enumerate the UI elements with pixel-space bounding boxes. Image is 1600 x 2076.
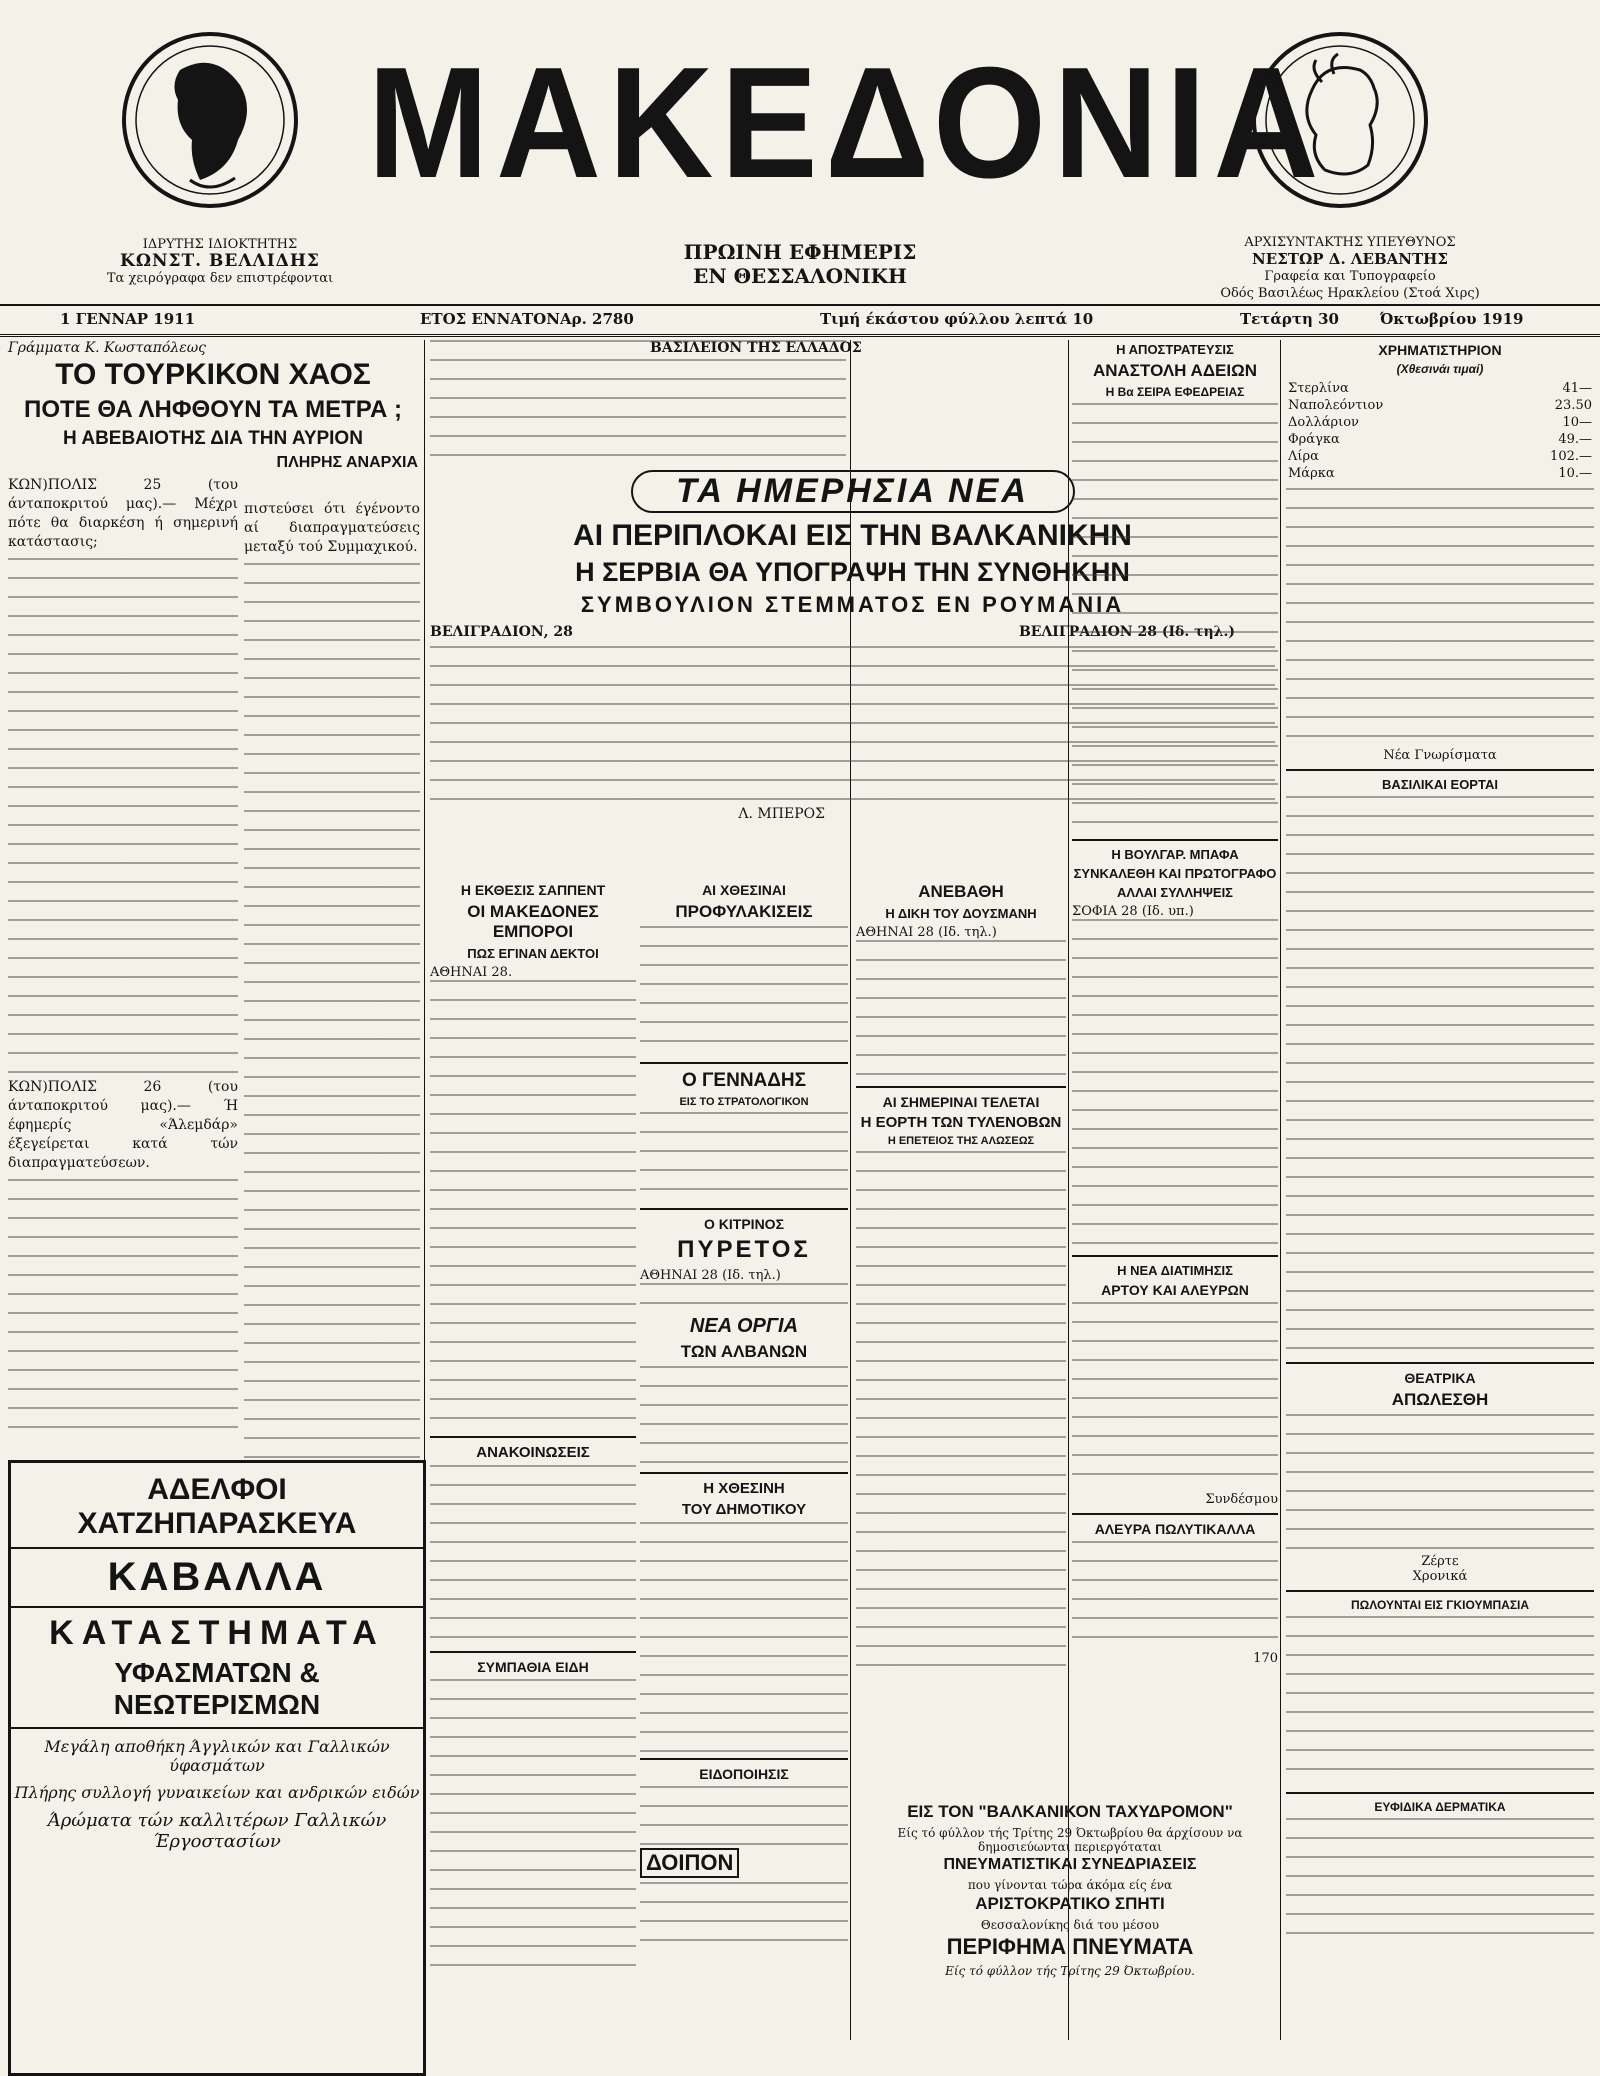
center-subhead-2: ΣΥΜΒΟΥΛΙΟΝ ΣΤΕΜΜΑΤΟΣ ΕΝ ΡΟΥΜΑΝΙΑ xyxy=(580,592,1125,617)
article-text: ΚΩΝ)ΠΟΛΙΣ 25 (του άνταποκριτού μας).— Μέχρι πότε θα διαρκέση ή σημερινή κατάστασις; xyxy=(8,477,238,550)
text-block xyxy=(640,1283,848,1313)
article-10-head: ΔΟΙΠΟΝ xyxy=(640,1848,739,1878)
director-name: ΝΕΣΤΩΡ Δ. ΛΕΒΑΝΤΗΣ xyxy=(1252,250,1448,268)
currency-value: 41— xyxy=(1562,381,1592,396)
ad-line-5: Μεγάλη αποθήκη Άγγλικών και Γαλλικών ύφασμάτων xyxy=(44,1737,390,1775)
article-14-date: ΣΟΦΙΑ 28 (Ιδ. υπ.) xyxy=(1072,904,1194,919)
article-13-title: ΑΝΑΣΤΟΛΗ ΑΔΕΙΩΝ xyxy=(1092,361,1258,380)
column-2 xyxy=(244,500,420,1450)
article-15-title: ΑΡΤΟΥ ΚΑΙ ΑΛΕΥΡΩΝ xyxy=(1101,1282,1249,1298)
center-head xyxy=(470,240,1130,288)
exchange-row xyxy=(1286,397,1594,414)
right-item-1: Ζέρτε xyxy=(1421,1554,1459,1569)
director-label: ΑΡΧΙΣΥΝΤΑΚΤΗΣ ΥΠΕΥΘΥΝΟΣ xyxy=(1244,235,1456,250)
article-16-date: Συνδέσμου xyxy=(1205,1492,1278,1507)
text-block xyxy=(1072,1302,1278,1492)
article-15-head: Η ΝΕΑ ΔΙΑΤΙΜΗΣΙΣ xyxy=(1117,1263,1233,1278)
text-block xyxy=(244,563,420,1463)
founder-block xyxy=(40,236,400,287)
dateline-date: Όκτωβρίου 1919 xyxy=(1380,310,1524,328)
article-13-sub: Η Βα ΣΕΙΡΑ ΕΦΕΔΡΕΙΑΣ xyxy=(1105,385,1245,399)
ad-line-3: ΚΑΤΑΣΤΗΜΑΤΑ xyxy=(49,1614,385,1652)
article-1-title: ΟΙ ΜΑΚΕΔΟΝΕΣ ΕΜΠΟΡΟΙ xyxy=(467,902,599,941)
column-center-b xyxy=(640,880,848,2070)
text-block xyxy=(640,1112,848,1202)
section-banner: ΤΑ ΗΜΕΡΗΣΙΑ ΝΕΑ xyxy=(631,470,1075,513)
ad-line-1: ΑΔΕΛΦΟΙ ΧΑΤΖΗΠΑΡΑΣΚΕΥΑ xyxy=(77,1473,357,1540)
article-12-sub: Η ΕΠΕΤΕΙΟΣ ΤΗΣ ΑΛΩΣΕΩΣ xyxy=(887,1135,1035,1147)
currency-name: Λίρα xyxy=(1288,449,1319,464)
ad-line-4: ΥΦΑΣΜΑΤΩΝ & ΝΕΩΤΕΡΙΣΜΩΝ xyxy=(113,1657,321,1720)
center-headline: ΑΙ ΠΕΡΙΠΛΟΚΑΙ ΕΙΣ ΤΗΝ ΒΑΛΚΑΝΙΚΗΝ xyxy=(573,519,1132,552)
article-6-head: ΑΝΑΚΟΙΝΩΣΕΙΣ xyxy=(476,1444,590,1461)
text-block xyxy=(430,980,636,1430)
center-line-1: ΠΡΩΙΝΗ ΕΦΗΜΕΡΙΣ xyxy=(683,240,917,264)
lead-headline: ΤΟ ΤΟΥΡΚΙΚΟΝ ΧΑΟΣ xyxy=(55,358,371,391)
article-4-date: ΑΘΗΝΑΙ 28 (Ιδ. τηλ.) xyxy=(640,1268,781,1283)
banner-line-4: που γίνονται τώρα άκόμα είς ένα xyxy=(967,1878,1173,1892)
text-block xyxy=(1286,1414,1594,1554)
dateline xyxy=(0,304,1600,337)
currency-value: 49.— xyxy=(1558,432,1592,447)
divider xyxy=(430,1436,636,1438)
currency-name: Στερλίνα xyxy=(1288,381,1349,396)
exchange-row xyxy=(1286,431,1594,448)
divider xyxy=(11,1547,423,1549)
divider xyxy=(1286,769,1594,771)
divider xyxy=(1286,1590,1594,1592)
newspaper-title: ΜΑΚΕΔΟΝΙΑ xyxy=(367,35,1326,211)
text-block xyxy=(1286,1818,1594,1938)
exchange-row xyxy=(1286,448,1594,465)
article-14-sub: ΑΛΛΑΙ ΣΥΛΛΗΨΕΙΣ xyxy=(1117,885,1233,900)
article-16-head: ΑΛΕΥΡΑ ΠΩΛΥΤΙΚΑΛΛΑ xyxy=(1094,1521,1256,1537)
center-top-item xyxy=(650,340,1070,470)
article-11-sub: Η ΔΙΚΗ ΤΟΥ ΔΟΥΣΜΑΝΗ xyxy=(885,906,1037,921)
philip-coin-icon xyxy=(120,30,300,210)
text-block xyxy=(856,1151,1066,1671)
article-2-title: ΠΡΟΦΥΛΑΚΙΣΕΙΣ xyxy=(675,902,813,921)
article-7-head: Η ΧΘΕΣΙΝΗ xyxy=(703,1480,785,1497)
exchange-table xyxy=(1286,380,1594,482)
text-block xyxy=(640,1786,848,1846)
article-3-sub: ΕΙΣ ΤΟ ΣΤΡΑΤΟΛΟΓΙΚΟΝ xyxy=(679,1096,809,1108)
exchange-row xyxy=(1286,380,1594,397)
center-subhead-1: Η ΣΕΡΒΙΑ ΘΑ ΥΠΟΓΡΑΨΗ ΤΗΝ ΣΥΝΘΗΚΗΝ xyxy=(575,557,1130,587)
byline: Γράμματα Κ. Κωσταπόλεως xyxy=(8,340,206,356)
divider xyxy=(1072,1513,1278,1515)
lead-subhead-1: ΠΟΤΕ ΘΑ ΛΗΦΘΟΥΝ ΤΑ ΜΕΤΡΑ ; xyxy=(24,396,402,423)
article-5-title: ΤΩΝ ΑΛΒΑΝΩΝ xyxy=(680,1342,808,1361)
right-item-2: Χρονικά xyxy=(1412,1569,1468,1584)
banner-line-1: ΕΙΣ ΤΟΝ "ΒΑΛΚΑΝΙΚΟΝ ΤΑΧΥΔΡΟΜΟΝ" xyxy=(907,1802,1233,1821)
dateline-belgrade-2: ΒΕΛΙΓΡΑΔΙΟΝ 28 (Ιδ. τηλ.) xyxy=(1018,624,1235,640)
currency-value: 23.50 xyxy=(1554,398,1592,413)
currency-value: 102.— xyxy=(1550,449,1592,464)
article-text: πιστεύσει ότι έγένοντο αί διαπραγματεύσεις μεταξύ τού Συμμαχικού. xyxy=(244,501,420,555)
lost-head: ΑΠΩΛΕΣΘΗ xyxy=(1391,1390,1489,1409)
center-line-2: ΕΝ ΘΕΣΣΑΛΟΝΙΚΗ xyxy=(693,264,907,288)
dateline-issue: Αρ. 2780 xyxy=(560,310,634,328)
article-1-sub: ΠΩΣ ΕΓΙΝΑΝ ΔΕΚΤΟΙ xyxy=(467,946,599,961)
ad-line-7: Άρώματα τών καλλιτέρων Γαλλικών Έργοστασίων xyxy=(47,1810,387,1852)
article-1-head: Η ΕΚΘΕΣΙΣ ΣΑΠΠΕΝΤ xyxy=(460,882,606,898)
text-block xyxy=(1286,796,1594,1356)
founder-label: ΙΔΡΥΤΗΣ ΙΔΙΟΚΤΗΤΗΣ xyxy=(142,237,298,252)
column-right xyxy=(1286,340,1594,2060)
column-rule xyxy=(1280,340,1281,2040)
divider xyxy=(430,1651,636,1653)
article-9-head: ΕΙΔΟΠΟΙΗΣΙΣ xyxy=(699,1766,789,1782)
signature: Λ. ΜΠΕΡΟΣ xyxy=(738,806,825,822)
article-7-title: ΤΟΥ ΔΗΜΟΤΙΚΟΥ xyxy=(681,1501,807,1518)
item-count: 170 xyxy=(1253,1651,1278,1666)
banner-line-2: Είς τό φύλλον τής Τρίτης 29 Όκτωβρίου θα άρχίσουν να δημοσιεύωνται περιεργόταται xyxy=(897,1826,1243,1854)
text-block xyxy=(8,558,238,1078)
divider xyxy=(1072,839,1278,841)
column-center-a xyxy=(430,880,636,2070)
founder-name: ΚΩΝΣΤ. ΒΕΛΛΙΔΗΣ xyxy=(120,251,320,271)
article-4-title: ΠΥΡΕΤΟΣ xyxy=(677,1236,811,1263)
divider xyxy=(11,1606,423,1608)
article-4-head: Ο ΚΙΤΡΙΝΟΣ xyxy=(704,1216,784,1232)
exchange-row xyxy=(1286,465,1594,482)
article-12-head: ΑΙ ΣΗΜΕΡΙΝΑΙ ΤΕΛΕΤΑΙ xyxy=(882,1094,1040,1110)
divider xyxy=(1286,1792,1594,1794)
director-note-1: Γραφεία και Τυπογραφείο xyxy=(1264,269,1436,284)
theatre-head: ΘΕΑΤΡΙΚΑ xyxy=(1404,1370,1476,1386)
divider xyxy=(640,1062,848,1064)
text-block xyxy=(640,1882,848,1942)
article-8-head: ΣΥΜΠΑΘΙΑ ΕΙΔΗ xyxy=(477,1659,589,1675)
text-block xyxy=(430,1465,636,1645)
director-note-2: Οδός Βασιλέως Ηρακλείου (Στοά Χιρς) xyxy=(1220,286,1480,301)
masthead xyxy=(0,0,1600,330)
column-4 xyxy=(1072,340,1278,1790)
article-12-title: Η ΕΟΡΤΗ ΤΩΝ ΤΥΛΕΝΟΒΩΝ xyxy=(860,1114,1062,1131)
dateline-belgrade-1: ΒΕΛΙΓΡΑΔΙΟΝ, 28 xyxy=(430,624,573,640)
banner-line-7: ΠΕΡΙΦΗΜΑ ΠΝΕΥΜΑΤΑ xyxy=(946,1934,1194,1959)
article-14-title: ΣΥΝΚΑΛΕΘΗ ΚΑΙ ΠΡΩΤΟΓΡΑΦΟ xyxy=(1073,866,1277,881)
market-sub: (Χθεσινάι τιμαί) xyxy=(1396,362,1484,376)
advertisement-box xyxy=(8,1460,426,2076)
article-14-head: Η ΒΟΥΛΓΑΡ. ΜΠΑΦΑ xyxy=(1111,847,1239,862)
sale-head: ΠΩΛΟΥΝΤΑΙ ΕΙΣ ΓΚΙΟΥΜΠΑΣΙΑ xyxy=(1350,1598,1530,1612)
text-block xyxy=(8,1179,238,1439)
lead-subhead-3: ΠΛΗΡΗΣ ΑΝΑΡΧΙΑ xyxy=(276,454,418,471)
currency-name: Φράγκα xyxy=(1288,432,1340,447)
article-5-head: ΝΕΑ ΟΡΓΙΑ xyxy=(689,1315,799,1337)
dateline-left: 1 ΓΕΝΝΑΡ 1911 xyxy=(60,310,196,328)
divider xyxy=(11,1727,423,1729)
currency-name: Μάρκα xyxy=(1288,466,1335,481)
column-center-c xyxy=(856,880,1066,1780)
currency-name: Ναπολεόντιον xyxy=(1288,398,1384,413)
article-11-date: ΑΘΗΝΑΙ 28 (Ιδ. τηλ.) xyxy=(856,925,997,940)
exchange-row xyxy=(1286,414,1594,431)
text-block xyxy=(640,1522,848,1752)
balkan-banner xyxy=(860,1800,1280,2060)
banner-line-3: ΠΝΕΥΜΑΤΙΣΤΙΚΑΙ ΣΥΝΕΔΡΙΑΣΕΙΣ xyxy=(943,1856,1197,1873)
currency-name: Δολλάριον xyxy=(1288,415,1359,430)
kingdom-notice: ΒΑΣΙΛΕΙΟΝ ΤΗΣ ΕΛΛΑΔΟΣ xyxy=(650,340,862,356)
text-block xyxy=(430,1679,636,1979)
market-head: ΧΡΗΜΑΤΙΣΤΗΡΙΟΝ xyxy=(1378,342,1502,358)
divider xyxy=(640,1208,848,1210)
banner-line-6: Θεσσαλονίκης διά του μέσου xyxy=(980,1918,1160,1932)
lead-subhead-2: Η ΑΒΕΒΑΙΟΤΗΣ ΔΙΑ ΤΗΝ ΑΥΡΙΟΝ xyxy=(63,428,363,449)
text-block xyxy=(1286,488,1594,748)
founder-note: Τα χειρόγραφα δεν επιστρέφονται xyxy=(106,271,334,286)
banner-line-5: ΑΡΙΣΤΟΚΡΑΤΙΚΟ ΣΠΗΤΙ xyxy=(975,1894,1165,1913)
text-block xyxy=(856,940,1066,1080)
divider xyxy=(856,1086,1066,1088)
currency-value: 10— xyxy=(1562,415,1592,430)
article-2-head: ΑΙ ΧΘΕΣΙΝΑΙ xyxy=(702,882,786,898)
text-block xyxy=(1286,1616,1594,1786)
director-block xyxy=(1130,234,1570,302)
article-1-date: ΑΘΗΝΑΙ 28. xyxy=(430,965,513,980)
article-11-head: ΑΝΕΒΑΘΗ xyxy=(918,882,1004,901)
divider xyxy=(640,1758,848,1760)
dateline-year: ΕΤΟΣ ΕΝΝΑΤΟΝ xyxy=(420,310,560,328)
text-block xyxy=(640,1366,848,1466)
article-text: ΚΩΝ)ΠΟΛΙΣ 26 (του άνταποκριτού μας).— Ή έφημερίς «Άλεμδάρ» έξεγείρεται κατά τών διαπραγματεύσεων. xyxy=(8,1079,238,1171)
right-note: Νέα Γνωρίσματα xyxy=(1383,748,1497,763)
ad-line-6: Πλήρης συλλογή γυναικείων και ανδρικών ειδών xyxy=(14,1783,420,1802)
article-13-head: Η ΑΠΟΣΤΡΑΤΕΥΣΙΣ xyxy=(1116,342,1234,357)
divider xyxy=(1286,1362,1594,1364)
alexander-coin-icon xyxy=(1250,30,1430,210)
leather-head: ΕΥΦΙΔΙΚΑ ΔΕΡΜΑΤΙΚΑ xyxy=(1374,1800,1506,1814)
royal-head: ΒΑΣΙΛΙΚΑΙ ΕΟΡΤΑΙ xyxy=(1382,777,1498,792)
text-block xyxy=(640,926,848,1056)
dateline-price: Τιμή έκάστου φύλλου λεπτά 10 xyxy=(820,310,1094,328)
ad-line-2: ΚΑΒΑΛΛΑ xyxy=(107,1555,327,1599)
banner-line-8: Είς τό φύλλον τής Τρίτης 29 Όκτωβρίου. xyxy=(945,1964,1195,1978)
currency-value: 10.— xyxy=(1558,466,1592,481)
text-block xyxy=(1072,403,1278,833)
text-block xyxy=(1072,919,1278,1249)
divider xyxy=(1072,1255,1278,1257)
divider xyxy=(640,1472,848,1474)
article-3-head: Ο ΓΕΝΝΑΔΗΣ xyxy=(681,1070,807,1091)
text-block xyxy=(1072,1541,1278,1651)
dateline-weekday: Τετάρτη 30 xyxy=(1240,310,1339,328)
